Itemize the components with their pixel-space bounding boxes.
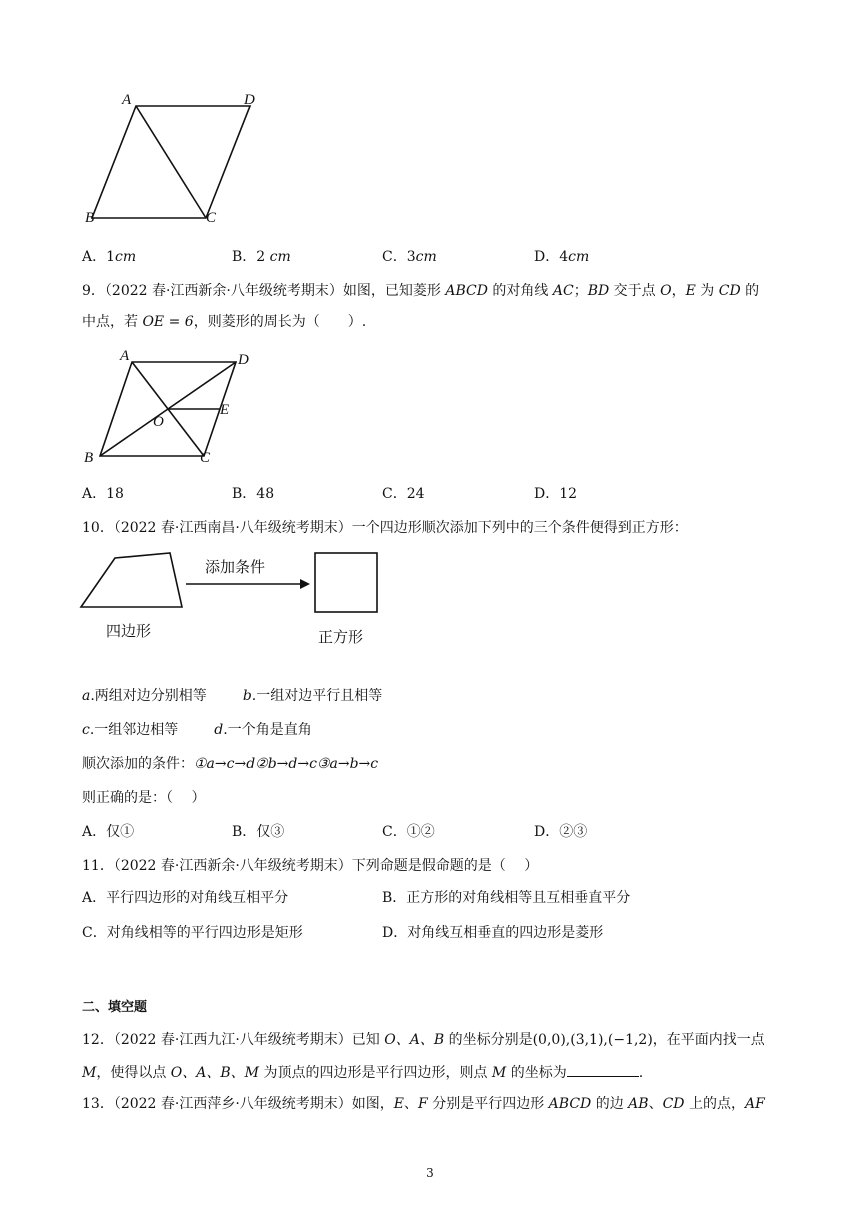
- q12-stem-line1: 12．（2022 春·江西九江·八年级统考期末）已知 O、A、B 的坐标分别是(0,0),(3,1),(−1,2)，在平面内找一点: [82, 1032, 765, 1048]
- q9-options: [82, 484, 782, 504]
- q9-label-e: E: [220, 402, 230, 418]
- q11-option-d[interactable]: D．对角线互相垂直的四边形是菱形: [382, 925, 604, 941]
- q9-stem-line1: 9．（2022 春·江西新余·八年级统考期末）如图，已知菱形 ABCD 的对角线 AC；BD 交于点 O，E 为 CD 的: [82, 283, 760, 299]
- page-number: 3: [426, 1166, 434, 1180]
- q9-option-d[interactable]: D．12: [534, 486, 578, 502]
- q8-diagonal-ac: [136, 106, 206, 218]
- q11-option-a[interactable]: A．平行四边形的对角线互相平分: [82, 890, 289, 906]
- q9-label-d: D: [238, 352, 249, 368]
- q8-options: [82, 247, 782, 267]
- q10-stem: 10．（2022 春·江西南昌·八年级统考期末）一个四边形顺次添加下列中的三个条件便得到正方形：: [82, 520, 688, 536]
- q8-label-b: B: [85, 210, 95, 226]
- q11-option-b[interactable]: B．正方形的对角线相等且互相垂直平分: [382, 890, 631, 906]
- q10-square-shape: [315, 553, 377, 612]
- q12-stem-line2: M，使得以点 O、A、B、M 为顶点的四边形是平行四边形，则点 M 的坐标为 .: [82, 1062, 643, 1083]
- q9-label-o: O: [153, 414, 164, 430]
- q10-option-c[interactable]: C．①②: [382, 824, 435, 840]
- q10-quadrilateral-shape: [81, 553, 182, 607]
- q10-arrow-head: [300, 579, 310, 589]
- q9-option-c[interactable]: C．24: [382, 486, 425, 502]
- q11-options-row1: [82, 888, 782, 908]
- q10-option-d[interactable]: D．②③: [534, 824, 588, 840]
- q10-conditions-ab: a.两组对边分别相等 b.一组对边平行且相等: [82, 688, 383, 704]
- q10-arrow-label: 添加条件: [205, 558, 266, 576]
- q8-option-a[interactable]: A．1cm: [82, 249, 137, 265]
- q11-stem: 11．（2022 春·江西新余·八年级统考期末）下列命题是假命题的是（ ）: [82, 858, 539, 874]
- q11-options-row2: [82, 923, 782, 943]
- q8-label-a: A: [122, 92, 132, 108]
- q8-option-b[interactable]: B．2 cm: [232, 249, 291, 265]
- q11-option-c[interactable]: C．对角线相等的平行四边形是矩形: [82, 925, 303, 941]
- q10-order: 顺次添加的条件：①a→c→d②b→d→c③a→b→c: [82, 756, 379, 772]
- q10-options: [82, 822, 782, 842]
- q10-option-a[interactable]: A．仅①: [82, 824, 135, 840]
- q8-label-d: D: [244, 92, 255, 108]
- q12-answer-blank[interactable]: [567, 1062, 639, 1077]
- q8-label-c: C: [206, 210, 217, 226]
- q8-option-c[interactable]: C．3cm: [382, 249, 437, 265]
- q9-option-b[interactable]: B．48: [232, 486, 275, 502]
- section-fill-in-title: 二、填空题: [82, 1000, 148, 1015]
- q8-figure: [80, 88, 270, 228]
- q8-option-d[interactable]: D．4cm: [534, 249, 590, 265]
- q9-label-b: B: [84, 450, 94, 466]
- q9-stem-line2: 中点，若 OE = 6，则菱形的周长为（ ）.: [82, 314, 367, 330]
- q9-label-a: A: [120, 348, 130, 364]
- q13-stem-line1: 13．（2022 春·江西萍乡·八年级统考期末）如图，E、F 分别是平行四边形 ABCD 的边 AB、CD 上的点，AF: [82, 1096, 765, 1112]
- q9-option-a[interactable]: A．18: [82, 486, 124, 502]
- q10-right-label: 正方形: [318, 628, 364, 646]
- q10-conditions-cd: c.一组邻边相等 d.一个角是直角: [82, 722, 312, 738]
- q10-left-label: 四边形: [106, 622, 152, 640]
- q10-question: 则正确的是：（ ）: [82, 790, 206, 806]
- q9-label-c: C: [200, 450, 211, 466]
- q10-option-b[interactable]: B．仅③: [232, 824, 285, 840]
